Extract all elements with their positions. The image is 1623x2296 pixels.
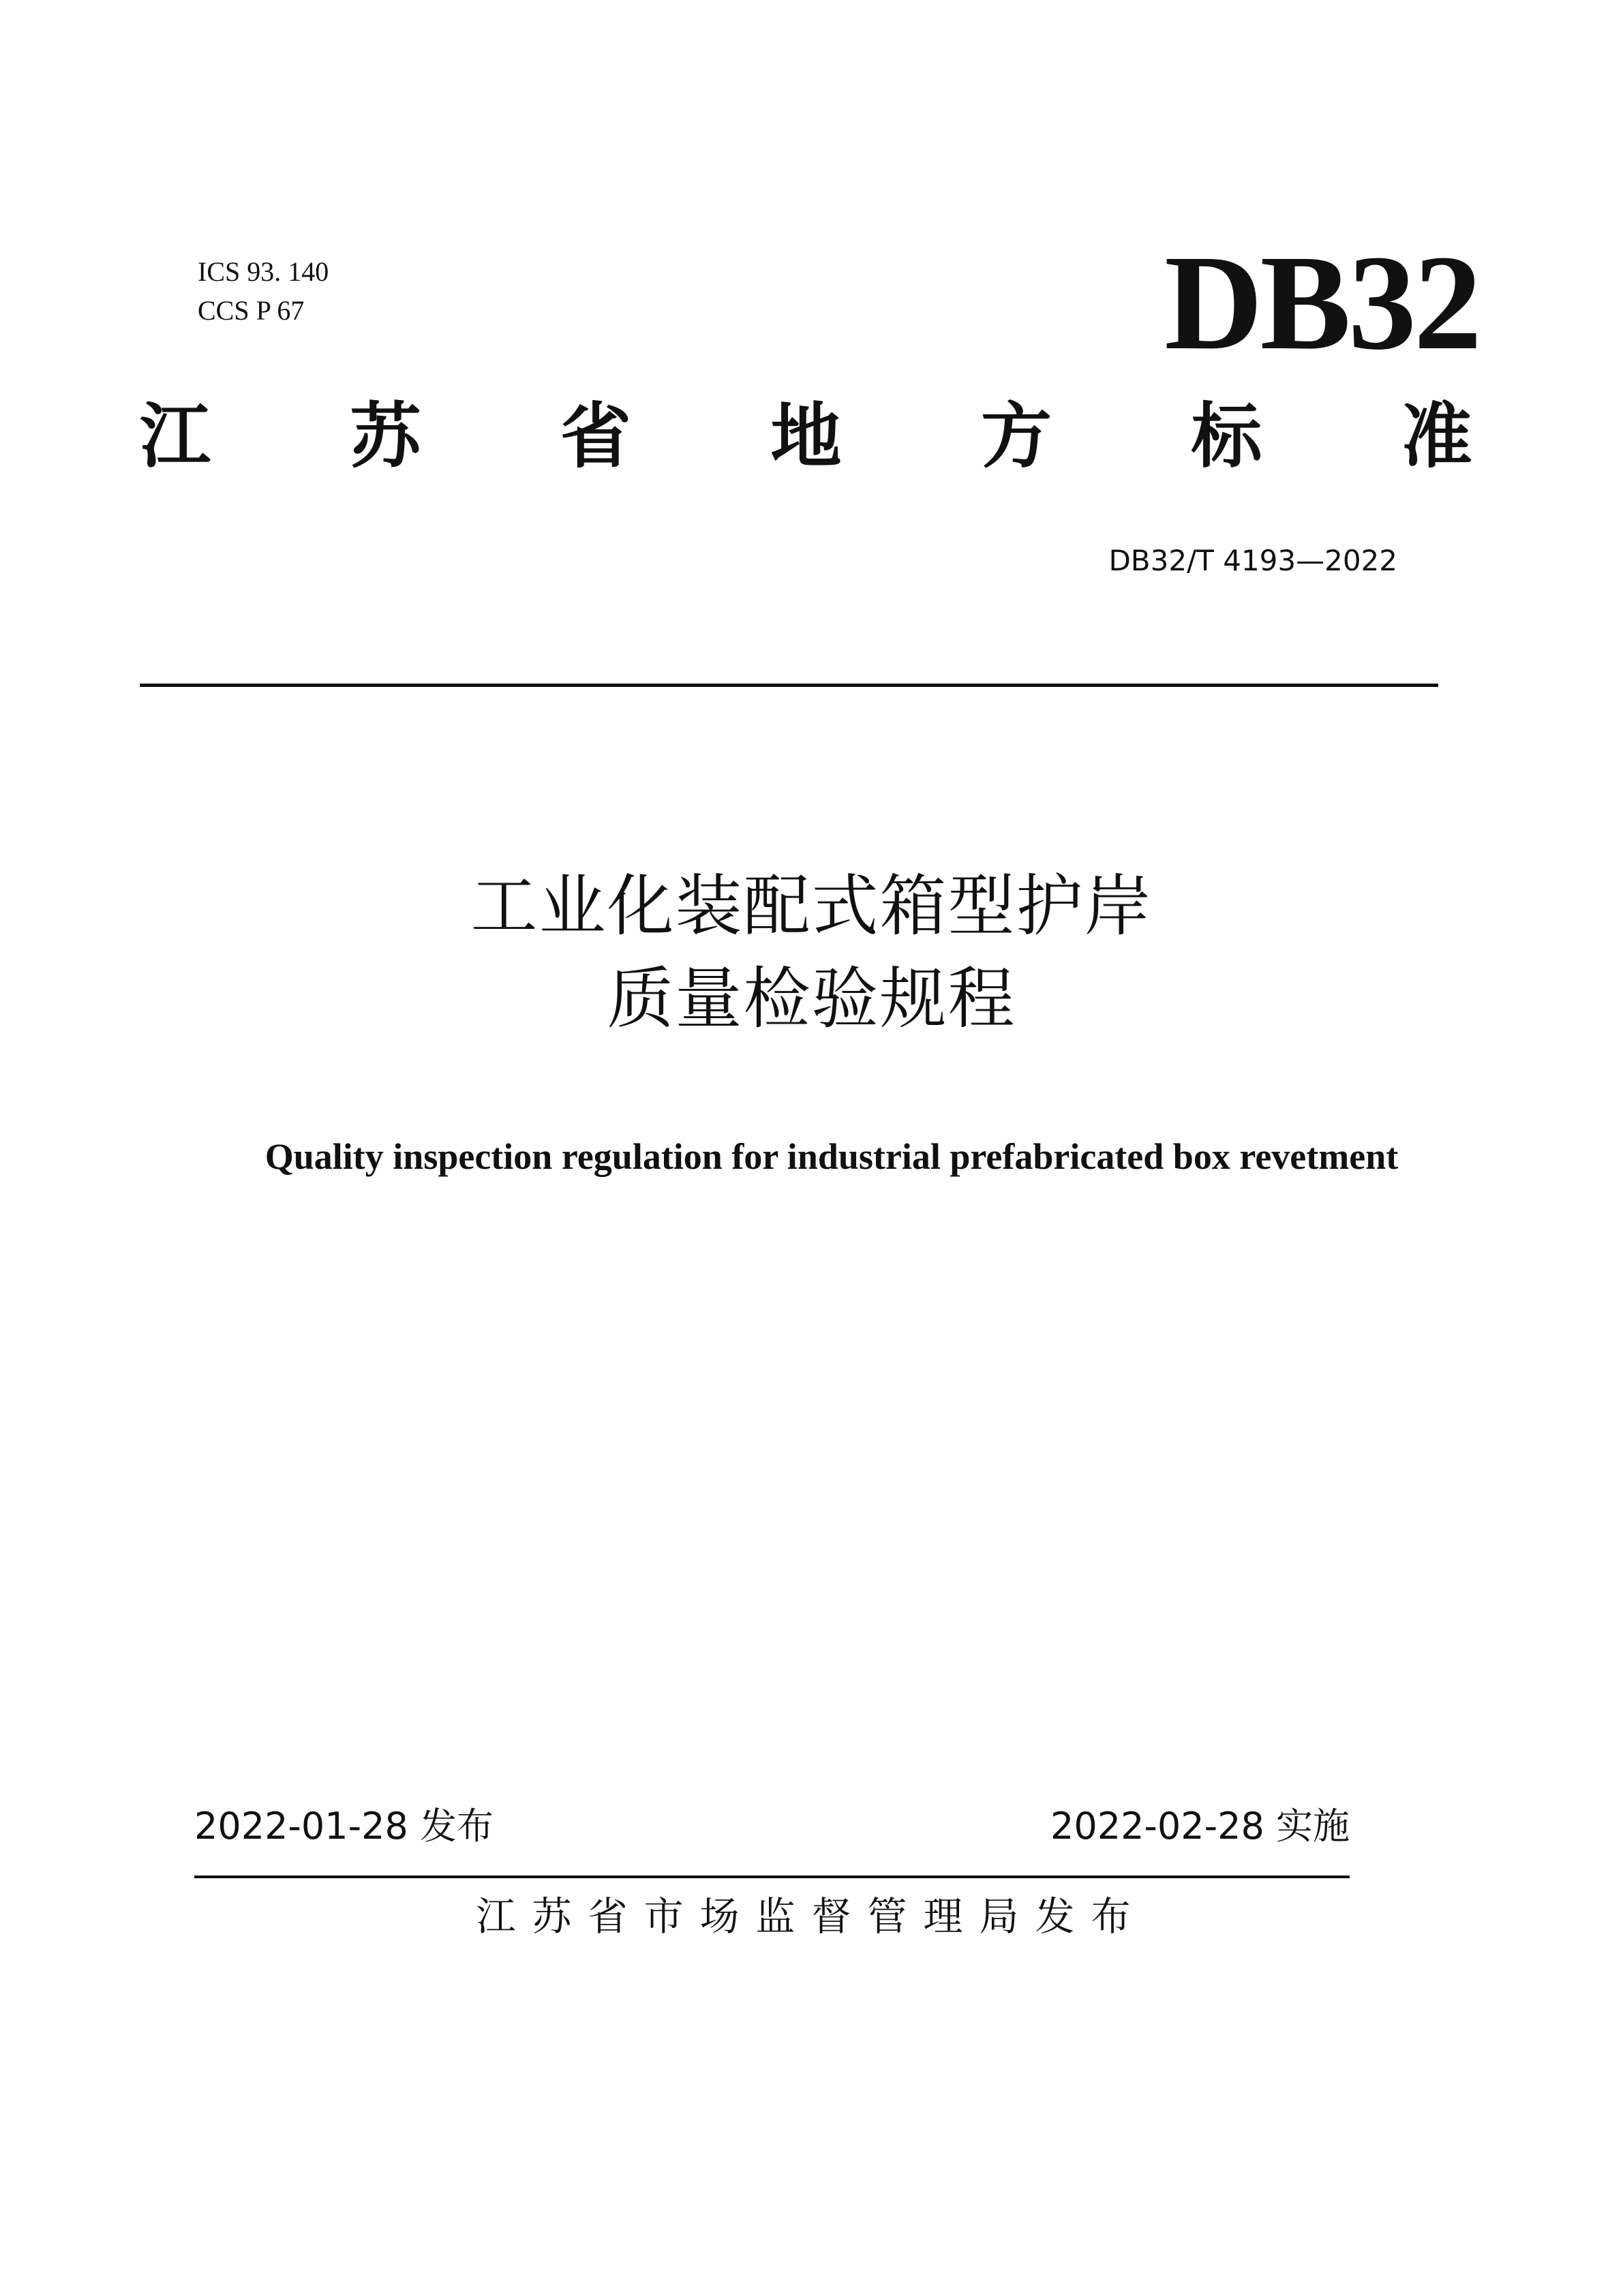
chinese-title-line-1: 工业化装配式箱型护岸 bbox=[470, 868, 1153, 945]
standard-type-char: 标 bbox=[1191, 395, 1262, 478]
ccs-code: CCS P 67 bbox=[198, 295, 305, 326]
issue-date: 2022-01-28 发布 bbox=[194, 1805, 494, 1848]
chinese-title-line-2: 质量检验规程 bbox=[607, 960, 1016, 1038]
chinese-title bbox=[0, 860, 1623, 1045]
publisher: 江苏省市场监督管理局发布 bbox=[476, 1893, 1147, 1940]
effective-date: 2022-02-28 实施 bbox=[1050, 1805, 1350, 1848]
classification-codes bbox=[198, 252, 329, 330]
top-divider bbox=[140, 684, 1438, 687]
ics-code: ICS 93. 140 bbox=[198, 256, 329, 287]
standard-type-heading bbox=[140, 395, 1472, 477]
bottom-divider bbox=[194, 1876, 1350, 1878]
standard-type-char: 准 bbox=[1401, 395, 1472, 478]
english-title: Quality inspection regulation for industrial prefabricated box revetment bbox=[264, 1136, 1399, 1177]
standard-type-char: 省 bbox=[560, 395, 631, 478]
standard-type-char: 苏 bbox=[350, 395, 421, 478]
standard-type-char: 方 bbox=[980, 395, 1052, 478]
standard-number: DB32/T 4193—2022 bbox=[1108, 544, 1397, 577]
standard-type-char: 地 bbox=[770, 395, 842, 478]
standard-type-char: 江 bbox=[140, 395, 211, 478]
db-code: DB32 bbox=[1164, 228, 1479, 378]
